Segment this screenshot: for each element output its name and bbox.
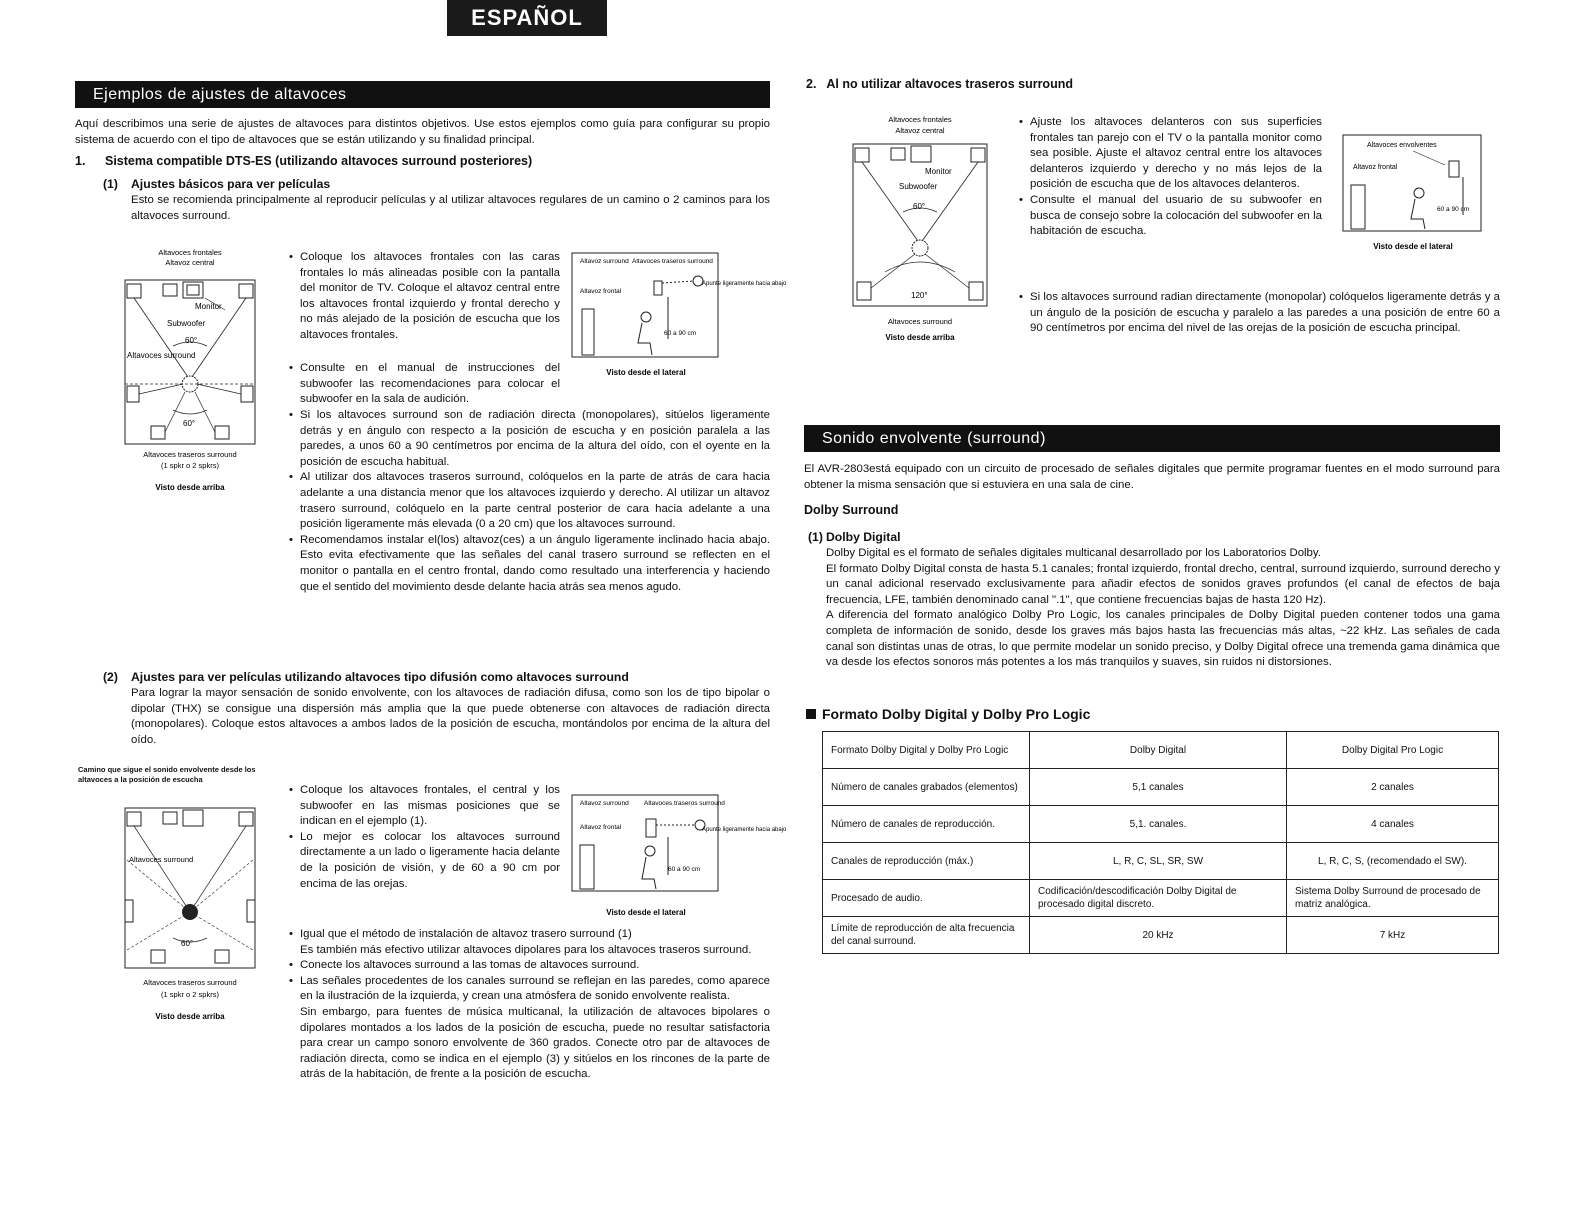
diagram1-back-count: (1 spkr o 2 spkrs) [161,461,219,470]
sub2-bullet-3: • Igual que el método de instalación de altavoz trasero surround (1) Es también más efectivo utilizar altavoces dipolares para los altavoces traseros surround. [288,927,770,958]
top-view-diagram-2 [115,800,265,1030]
table-cell: Codificación/descodificación Dolby Digital de procesado digital discreto. [1030,880,1287,917]
side3-height-label: 60 a 90 cm [1437,206,1470,213]
table-cell: 4 canales [1287,806,1499,843]
sub1-bullets-wide [288,408,770,595]
format-table [822,731,1499,954]
diagram2-back-count: (1 spkr o 2 spkrs) [161,990,219,999]
top-view-diagram-1 [115,246,265,496]
diagram3-angle-back: 120° [911,291,928,300]
side2-tilt-label: Apunte ligeramente hacia abajo [702,827,787,833]
dolby-paragraph-3: A diferencia del formato analógico Dolby Pro Logic, los canales principales de Dolby Digital pueden contener todos una gama completa de información de sonido, desde los graves más bajos hasta las frecuencias más altas, ~22 kHz. Las señales de cada canal son distintas unas de otras, lo que permite modelar un sonido preciso, y Dolby Digital ofrece una tremenda gama dinámica que va desde los efectos sonoros más potentes a los más tranquilos y suaves, sin ruidos ni distorsiones. [826,609,1500,669]
sub2-label: (2) [103,670,118,684]
table-header-cell: Formato Dolby Digital y Dolby Pro Logic [823,732,1030,769]
diagram1-subwoofer-label: Subwoofer [167,319,206,328]
item2-bullet-2: • Consulte el manual del usuario de su subwoofer en busca de consejo sobre la colocación del subwoofer en la habitación de escucha. [1018,193,1322,240]
side3-caption: Visto desde el lateral [1373,242,1453,251]
sub2-title: Ajustes para ver películas utilizando altavoces tipo difusión como altavoces surround [131,670,629,684]
table-cell: 5,1. canales. [1030,806,1287,843]
sub1-text: Esto se recomienda principalmente al reproducir películas y al utilizar altavoces regulares de un camino o 2 caminos para los altavoces surround. [131,194,770,222]
side2-back-label: Altavoces traseros surround [644,800,725,807]
language-tab: ESPAÑOL [447,0,607,36]
side3-surround-label: Altavoces envolventes [1367,142,1437,149]
table-cell: Límite de reproducción de alta frecuencia del canal surround. [823,917,1030,954]
table-cell: 7 kHz [1287,917,1499,954]
dolby-digital-title: Dolby Digital [826,530,901,544]
dolby-digital-body [826,546,1500,671]
dolby-paragraph-2: El formato Dolby Digital consta de hasta 5.1 canales; frontal izquierdo, frontal drecho, central, surround izquierdo, surround derecho y un canal adicional reservado exclusivamente para añadir efectos de sonidos graves profundos (el canal de efectos de baja frecuencia, LFE, también denominado canal ".1", que contiene frecuencias bajas de hasta 120 Hz). [826,562,1500,606]
intro-text: Aquí describimos una serie de ajustes de altavoces para distintos objetivos. Use estos ejemplos como guía para configurar su propio sistema de acuerdo con el tipo de altavoces que se están utilizando y su finalidad principal. [75,118,770,146]
diagram3-front-label: Altavoces frontales [888,115,952,124]
diagram3-monitor-label: Monitor [925,167,952,176]
dolby-digital-label: (1) [808,530,823,544]
side1-front-label: Altavoz frontal [580,288,622,295]
side-view-diagram-1 [572,253,787,383]
section-title-speaker-settings: Ejemplos de ajustes de altavoces [75,81,770,108]
sub2-bullets-narrow [288,783,560,892]
item2-bullet-3: • Si los altavoces surround radian directamente (monopolar) colóquelos ligeramente detrás y a un ángulo de la posición de escucha y paralelo a las paredes a una posición de entre 60 a 90 centímetros por encima del nivel de las orejas de la posición de escucha principal. [1018,290,1500,337]
sub2-bullet-5-cont: Sin embargo, para fuentes de música multicanal, la utilización de altavoces bipolares o dipolares montados a los lados de la posición de escucha, puede no resultar satisfactoria para crear un campo sonoro envolvente de 360 grados. Conecte otro par de altavoces de radiación directa, como se indica en el ejemplo (3) y sitúelos en los rincones de la parte de atrás de la habitación, de frente a la posición de escucha. [300,1005,770,1081]
sub2-bullets-wide [288,927,770,1083]
diagram3-subwoofer-label: Subwoofer [899,182,938,191]
diagram1-center-label: Altavoz central [165,258,215,267]
side1-tilt-label: Apunte ligeramente hacia abajo [702,281,787,287]
diagram1-back-label: Altavoces traseros surround [143,450,237,459]
table-cell: Canales de reproducción (máx.) [823,843,1030,880]
diagram3-center-label: Altavoz central [895,126,945,135]
sub2-bullet-3-cont: Es también más efectivo utilizar altavoces dipolares para los altavoces traseros surround. [300,943,752,956]
sub1-bullets-narrow2 [288,361,560,408]
item2-title: 2. Al no utilizar altavoces traseros surround [806,77,1073,91]
dolby-surround-heading: Dolby Surround [804,503,899,517]
table-cell: Procesado de audio. [823,880,1030,917]
table-cell: Número de canales grabados (elementos) [823,769,1030,806]
diagram2-angle: 60° [181,939,194,948]
sub2-bullet-5: • Las señales procedentes de los canales surround se reflejan en las paredes, como aparece en la ilustración de la izquierda, y crean una atmósfera de sonido envolvente realista. Sin embargo, para fuentes de música multicanal, la utilización de altavoces bipolares o dipolares montados a los lados de la posición de escucha, puede no resultar satisfactoria para crear un campo sonoro envolvente de 360 grados. Conecte otro par de altavoces de radiación directa, como se indica en el ejemplo (3) y sitúelos en los rincones de la parte de atrás de la habitación, de frente a la posición de escucha. [288,974,770,1083]
section-title-surround: Sonido envolvente (surround) [804,425,1500,452]
table-header-row [823,732,1499,769]
item2-bullets-narrow [1018,115,1322,240]
diagram2-caption: Visto desde arriba [155,1012,225,1021]
format-heading [806,706,1090,722]
sub2-bullet-2: • Lo mejor es colocar los altavoces surround directamente a un lado o ligeramente hacia delante de la posición de visión, y de 60 a 90 cm por encima de las orejas. [288,830,560,892]
diagram3-angle-front: 60° [913,202,926,211]
table-row [823,843,1499,880]
side1-surround-label: Altavoz surround [580,258,629,265]
diagram1-caption: Visto desde arriba [155,483,225,492]
item2-bullets-wide [1018,290,1500,337]
side2-surround-label: Altavoz surround [580,800,629,807]
diagram1-angle-back: 60° [183,419,196,428]
side2-front-label: Altavoz frontal [580,824,622,831]
diagram1-front-label: Altavoces frontales [158,248,222,257]
side1-height-label: 60 a 90 cm [664,330,697,337]
table-cell: L, R, C, S, (recomendado el SW). [1287,843,1499,880]
table-cell: Sistema Dolby Surround de procesado de matriz analógica. [1287,880,1499,917]
diagram3-surround-label: Altavoces surround [887,317,953,326]
diagram1-monitor-label: Monitor [195,302,222,311]
sub2-path-caption: Camino que sigue el sonido envolvente desde los altavoces a la posición de escucha [78,765,256,784]
item2-bullet-1: • Ajuste los altavoces delanteros con sus superficies frontales tan parejo con el TV o la pantalla monitor como sea posible. Ajuste el altavoz central entre los altavoces delanteros izquierdo y derecho y no más lejos de la posición de escucha que de los altavoces delanteros. [1018,115,1322,193]
square-bullet-icon [806,709,816,719]
table-row [823,880,1499,917]
side-view-diagram-3 [1343,135,1483,255]
format-heading-text: Formato Dolby Digital y Dolby Pro Logic [822,706,1091,722]
table-cell: 20 kHz [1030,917,1287,954]
diagram1-angle-front: 60° [185,336,198,345]
side3-front-label: Altavoz frontal [1353,164,1398,171]
table-row [823,806,1499,843]
sub1-bullet-5: • Recomendamos instalar el(los) altavoz(ces) a un ángulo ligeramente inclinado hacia abajo. Esto evita efectivamente que las señales del canal trasero surround se reflecten en el monitor o pantalla en el centro frontal, dando como resultado una interferencia y haciendo que el sentido del movimiento desde delante hacia atrás sea menos agudo. [288,533,770,595]
table-row [823,769,1499,806]
table-header-cell: Dolby Digital [1030,732,1287,769]
surround-intro: El AVR-2803está equipado con un circuito de procesado de señales digitales que permite programar fuentes en el modo surround para obtener la misma sensación que si estuviera en una sala de cine. [804,463,1500,491]
side1-back-label: Altavoces traseros surround [632,258,713,265]
sub1-bullets-narrow [288,250,560,344]
diagram2-back-label: Altavoces traseros surround [143,978,237,987]
side2-height-label: 60 a 90 cm [668,866,701,873]
sub2-text: Para lograr la mayor sensación de sonido envolvente, con los altavoces de radiación difusa, como son los de tipo bipolar o dipolar (THX) se consigue una dispersión más amplia que la que puede obtenerse con altavoces de radiación directa (monopolares). Coloque estos altavoces a ambos lados de la posición de escucha, montándolos por encima de la altura del oído. [131,687,770,746]
table-row [823,917,1499,954]
sub1-label: (1) [103,177,118,191]
item1-number: 1. [75,154,86,168]
table-cell: Número de canales de reproducción. [823,806,1030,843]
diagram3-caption: Visto desde arriba [885,333,955,342]
table-cell: L, R, C, SL, SR, SW [1030,843,1287,880]
table-cell: 5,1 canales [1030,769,1287,806]
item1-title: Sistema compatible DTS-ES (utilizando altavoces surround posteriores) [105,154,533,168]
sub1-bullet-2: • Consulte en el manual de instrucciones del subwoofer las recomendaciones para colocar el subwoofer en la sala de audición. [288,361,560,408]
sub2-bullet-1: • Coloque los altavoces frontales, el central y los subwoofer en las mismas posiciones que se indican en el ejemplo (1). [288,783,560,830]
side1-caption: Visto desde el lateral [606,368,686,377]
diagram2-surround-label: Altavoces surround [129,855,194,864]
table-cell: 2 canales [1287,769,1499,806]
sub1-bullet-3: • Si los altavoces surround son de radiación directa (monopolares), sitúelos ligeramente detrás y en ángulo con respecto a la posición de escucha y en posición paralela a las paredes, a unos 60 a 90 centímetros por encima de la altura del oído, con el oyente en la posición de escucha habitual. [288,408,770,470]
side2-caption: Visto desde el lateral [606,908,686,917]
sub2-bullet-4: • Conecte los altavoces surround a las tomas de altavoces surround. [288,958,770,974]
sub1-bullet-1: • Coloque los altavoces frontales con las caras frontales lo más alineadas posible con la pantalla del monitor de TV. Coloque el altavoz central entre los altavoces frontal izquierdo y frontal derecho y no más alejado de la posición de escucha que los altavoces frontales. [288,250,560,344]
sub1-bullet-4: • Al utilizar dos altavoces traseros surround, colóquelos en la parte de atrás de cara hacia adelante a una distancia menor que los altavoces izquierdo y derecho. Al utilizar un altavoz trasero surround, colóquelo en la parte central posterior de cara hacia adelante a una posición ligeramente más elevada (0 a 20 cm) que los altavoces surround. [288,470,770,532]
top-view-diagram-3 [845,112,995,347]
side-view-diagram-2 [572,795,787,920]
diagram1-surround-label: Altavoces surround [127,351,196,360]
dolby-paragraph-1: Dolby Digital es el formato de señales digitales multicanal desarrollado por los Laboratorios Dolby. [826,547,1321,559]
sub1-title: Ajustes básicos para ver películas [131,177,331,191]
table-header-cell: Dolby Digital Pro Logic [1287,732,1499,769]
